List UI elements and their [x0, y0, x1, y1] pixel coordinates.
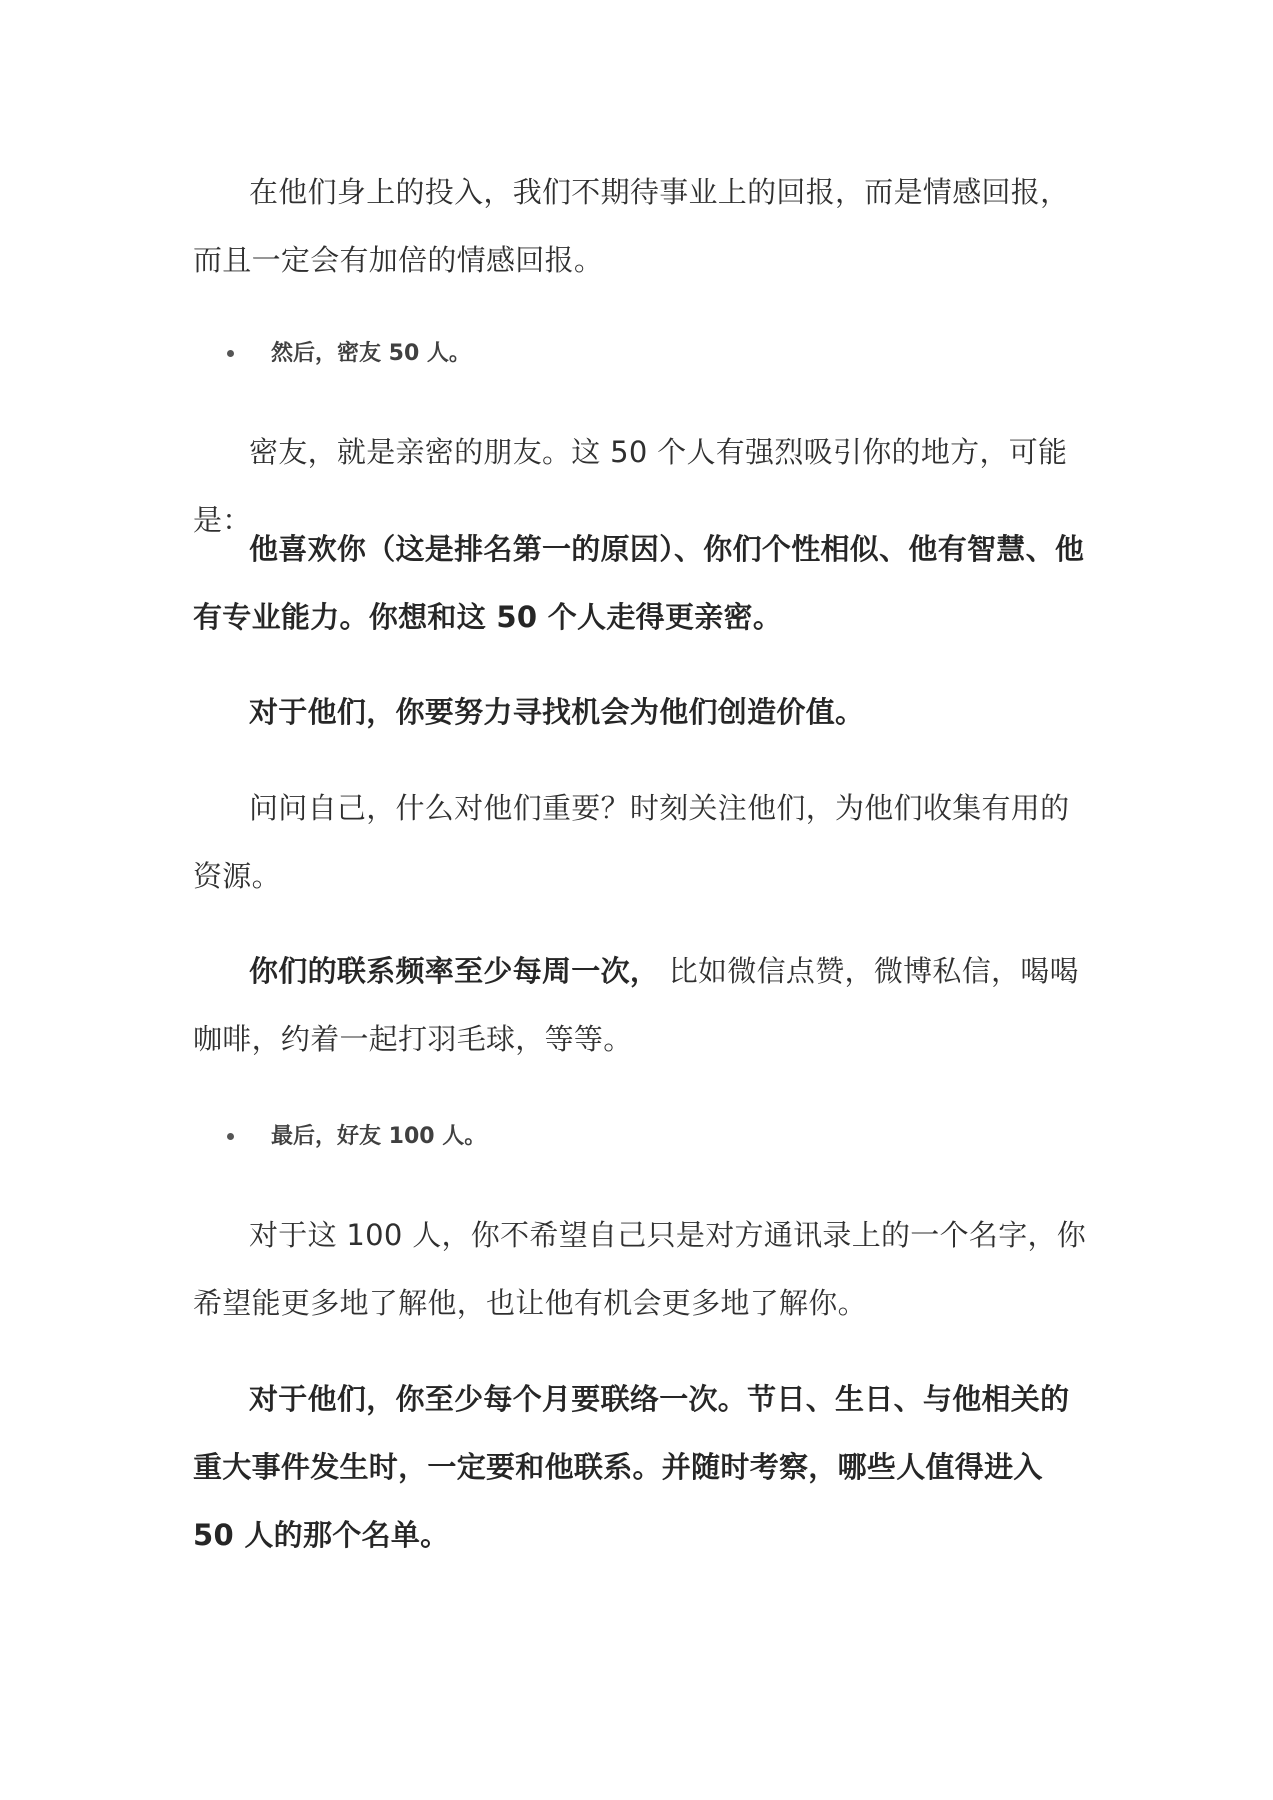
paragraph-hundred-people	[193, 1201, 1093, 1337]
paragraph-bold-text: 你们的联系频率至少每周一次，	[249, 954, 660, 988]
bullet-good-friends	[230, 1121, 486, 1153]
paragraph-contact-frequency	[193, 937, 1093, 1073]
paragraph-text: 问问自己，什么对他们重要？时刻关注他们，为他们收集有用的资源。	[193, 791, 1070, 893]
paragraph-monthly-contact	[193, 1365, 1093, 1569]
paragraph-text: 比如微信点赞，微博私信，喝喝咖啡，约着一起打羽毛球，等等。	[193, 954, 1079, 1056]
bullet-icon	[227, 1133, 234, 1140]
paragraph-text: 在他们身上的投入，我们不期待事业上的回报，而是情感回报，而且一定会有加倍的情感回报。	[193, 175, 1070, 277]
bullet-text: 然后，密友 50 人。	[271, 341, 471, 366]
paragraph-text: 对于他们，你至少每个月要联络一次。节日、生日、与他相关的重大事件发生时，一定要和他联系。并随时考察，哪些人值得进入 50 人的那个名单。	[193, 1382, 1070, 1552]
paragraph-investment	[193, 158, 1093, 294]
paragraph-ask-yourself	[193, 774, 1093, 910]
bullet-close-friends	[230, 338, 471, 370]
paragraph-text: 对于这 100 人，你不希望自己只是对方通讯录上的一个名字，你希望能更多地了解他，也让他有机会更多地了解你。	[193, 1218, 1087, 1320]
paragraph-text: 对于他们，你要努力寻找机会为他们创造价值。	[249, 695, 865, 729]
paragraph-reasons	[193, 515, 1093, 651]
bullet-icon	[227, 350, 234, 357]
paragraph-create-value	[193, 678, 1093, 746]
paragraph-text: 密友，就是亲密的朋友。这 50 个人有强烈吸引你的地方，可能是：	[193, 435, 1068, 537]
bullet-text: 最后，好友 100 人。	[271, 1124, 487, 1149]
paragraph-text: 他喜欢你（这是排名第一的原因）、你们个性相似、他有智慧、他有专业能力。你想和这 50 个人走得更亲密。	[193, 532, 1085, 634]
